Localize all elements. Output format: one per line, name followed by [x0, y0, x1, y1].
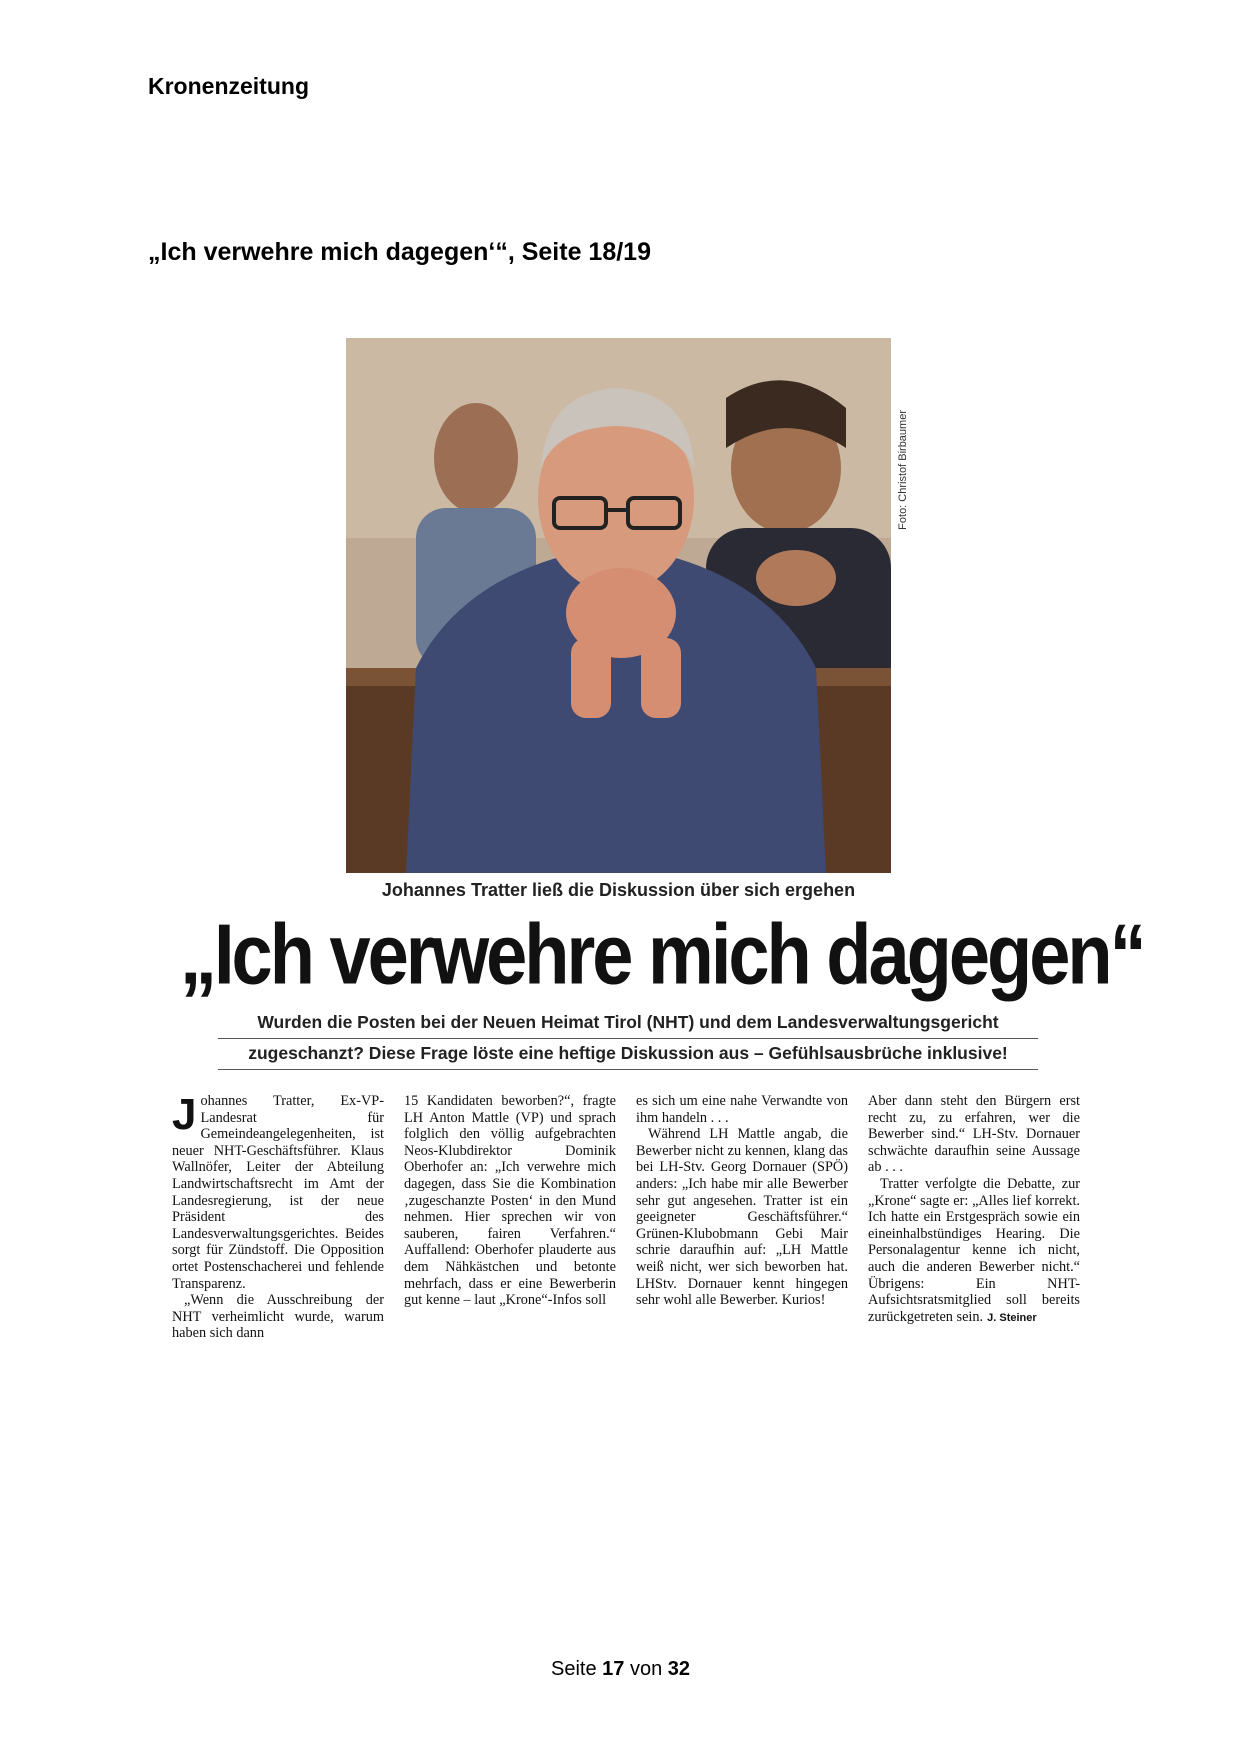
- subheadline-line-2: zugeschanzt? Diese Frage löste eine heftige Diskussion aus – Gefühlsausbrüche inklusive!: [218, 1039, 1038, 1070]
- photo-caption: Johannes Tratter ließ die Diskussion über sich ergehen: [381, 880, 856, 900]
- subheadline: [218, 1008, 1038, 1070]
- author-byline: J. Steiner: [987, 1311, 1037, 1324]
- article-reference: „Ich verwehre mich dagegen‘“, Seite 18/19: [148, 238, 651, 266]
- column-2: [404, 1093, 616, 1342]
- column-1: [172, 1090, 384, 1342]
- footer-total-pages: 32: [667, 1658, 691, 1680]
- headline: „Ich verwehre mich dagegen“: [180, 906, 1144, 1002]
- paragraph: 15 Kandidaten beworben?“, fragte LH Anton Mattle (VP) und sprach folglich den völlig aufgebrachten Neos-Klubdirektor Dominik Oberhofer an: „Ich verwehre mich dagegen, dass Sie die Kombination ‚zugeschanzte Posten‘ in den Mund nehmen. Hier sprechen wir von sauberen, fairen Verfahren.“ Auffallend: Oberhofer plauderte aus dem Nähkästchen und betonte mehrfach, dass er eine Bewerberin gut kenne – laut „Krone“-Infos soll: [404, 1093, 616, 1309]
- paragraph: Aber dann steht den Bürgern erst recht zu, zu erfahren, wer die Bewerber sind.“ LH-Stv. Dornauer schwächte daraufhin seine Aussage ab . . .: [868, 1093, 1080, 1176]
- dropcap: J: [172, 1090, 197, 1139]
- page-footer: [0, 1658, 1241, 1681]
- paragraph: „Wenn die Ausschreibung der NHT verheimlicht wurde, warum haben sich dann: [172, 1292, 384, 1342]
- paragraph: es sich um eine nahe Verwandte von ihm handeln . . .: [636, 1093, 848, 1126]
- footer-prefix: Seite: [550, 1658, 597, 1680]
- photo-illustration: [346, 338, 891, 873]
- photo-credit: Foto: Christof Birbaumer: [897, 410, 909, 530]
- paragraph: Tratter verfolgte die Debatte, zur „Krone“ sagte er: „Alles lief korrekt. Ich hatte ein Erstgespräch sowie ein eineinhalbstündiges Hearing. Die Personalagentur kenne ich nicht, auch die anderen Bewerber nicht.“ Übrigens: Ein NHT-Aufsichtsratsmitglied soll bereits zurückgetreten sein.: [868, 1175, 1080, 1325]
- newspaper-source: Kronenzeitung: [148, 73, 309, 99]
- subheadline-line-1: Wurden die Posten bei der Neuen Heimat Tirol (NHT) und dem Landesverwaltungsgericht: [218, 1008, 1038, 1039]
- column-4: [868, 1093, 1080, 1342]
- footer-page-number: 17: [602, 1658, 625, 1680]
- article-photo: [346, 338, 909, 873]
- article-body: [172, 1090, 1082, 1342]
- column-3: [636, 1093, 848, 1342]
- footer-middle: von: [629, 1658, 663, 1680]
- paragraph: Während LH Mattle angab, die Bewerber nicht zu kennen, klang das bei LH-Stv. Georg Dornauer (SPÖ) anders: „Ich habe mir alle Bewerber sehr gut angesehen. Tratter ist ein geeigneter Geschäftsführer.“ Grünen-Klubobmann Gebi Mair schrie daraufhin auf: „LH Mattle weiß nicht, wer sich beworben hat. LHStv. Dornauer kennt hingegen sehr wohl alle Bewerber. Kurios!: [636, 1126, 848, 1309]
- paragraph: ohannes Tratter, Ex-VP-Landesrat für Gemeindeangelegenheiten, ist neuer NHT-Geschäftsführer. Klaus Wallnöfer, Leiter der Abteilung Landwirtschaftsrecht im Amt der Landesregierung, ist der neue Präsident des Landesverwaltungsgerichtes. Beides sorgt für Zündstoff. Die Opposition ortet Postenschacherei und fehlende Transparenz.: [172, 1093, 384, 1292]
